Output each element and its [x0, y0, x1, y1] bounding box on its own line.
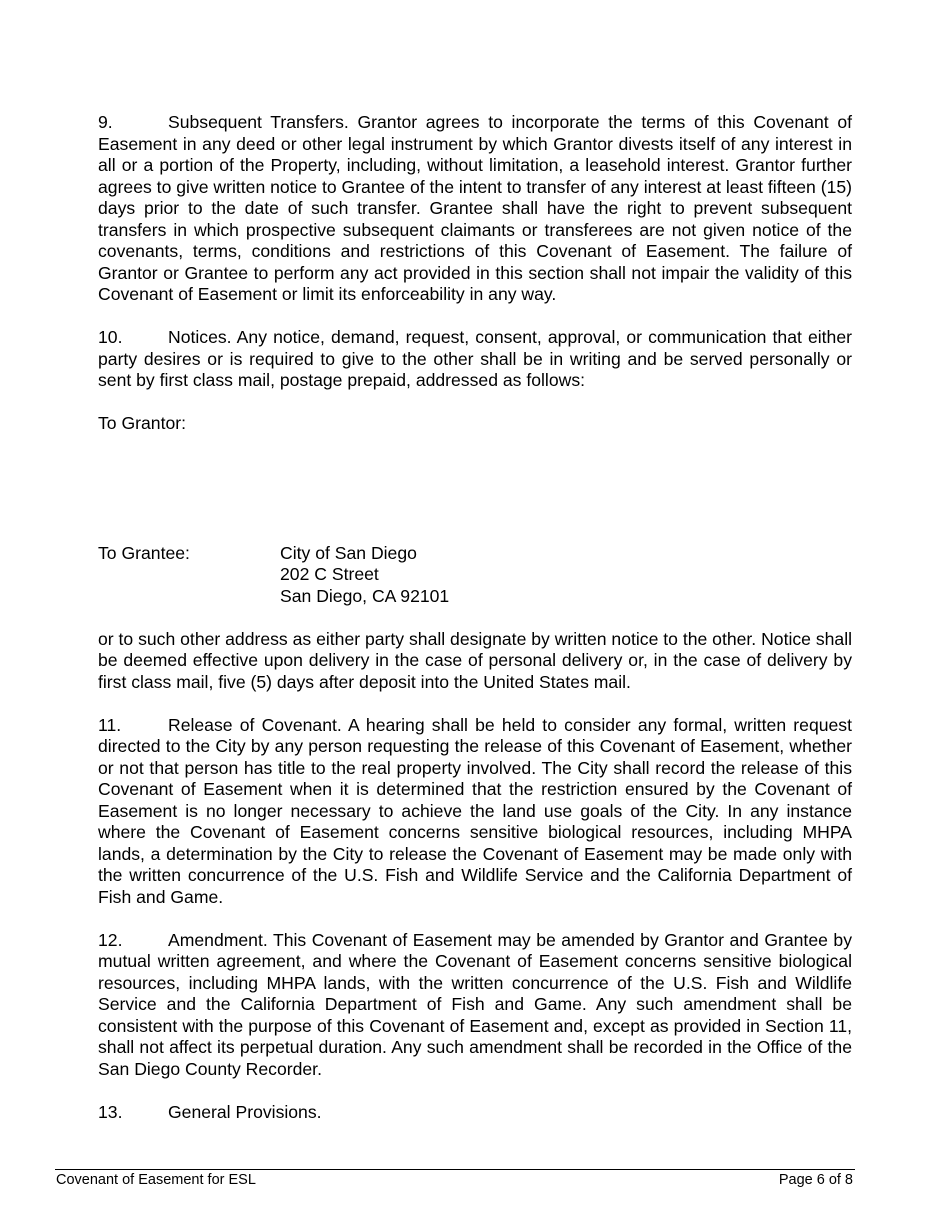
grantee-address-line3: San Diego, CA 92101 [280, 585, 450, 606]
section-number: 10. [98, 327, 123, 347]
notice-continuation: or to such other address as either party shall designate by written notice to the other. Notice shall be deemed effective upon delivery in the case of personal delivery or, in the case of delivery by first class mail, five (5) days after deposit into the United States mail. [98, 628, 853, 692]
section-number: 13. [98, 1101, 123, 1122]
section-12 [98, 930, 852, 1081]
section-number: 11. [98, 714, 122, 735]
section-10 [98, 327, 852, 392]
section-text: General Provisions. [168, 1101, 322, 1122]
footer-divider [55, 1169, 855, 1170]
footer-page-number: Page 6 of 8 [778, 1172, 853, 1188]
section-text: Release of Covenant. A hearing shall be held to consider any formal, written request directed to the City by any person requesting the release of this Covenant of Easement, whether or not that person has title to the real property involved. The City shall record the release of this Covenant of Easement when it is determined that the restriction ensured by the Covenant of Easement is no longer necessary to achieve the land use goals of the City. In any instance where the Covenant of Easement concerns sensitive biological resources, including MHPA lands, a determination by the City to release the Covenant of Easement may be made only with the written concurrence of the U.S. Fish and Wildlife Service and the California Department of Fish and Game. [98, 714, 852, 907]
to-grantor-label: To Grantor: [98, 413, 187, 433]
page-footer [56, 1171, 853, 1189]
grantee-address-line2: 202 C Street [280, 564, 379, 584]
section-text: Notices. Any notice, demand, request, consent, approval, or communication that either party desires or is required to give to the other shall be in writing and be served personally or sent by first class mail, postage prepaid, addressed as follows: [98, 327, 852, 390]
section-13 [98, 1102, 852, 1124]
to-grantee-label: To Grantee: [98, 542, 190, 563]
grantee-address-line1: City of San Diego [280, 542, 417, 563]
document-body [98, 112, 852, 1145]
section-11 [98, 715, 852, 909]
section-number: 12. [98, 929, 123, 950]
section-number: 9. [98, 112, 113, 132]
section-text: Subsequent Transfers. Grantor agrees to incorporate the terms of this Covenant of Easement in any deed or other legal instrument by which Grantor divests itself of any interest in all or a portion of the Property, including, without limitation, a leasehold interest. Grantor further agrees to give written notice to Grantee of the intent to transfer of any interest at least fifteen (15) days prior to the date of such transfer. Grantee shall have the right to prevent subsequent transfers in which prospective subsequent claimants or transferees are not given notice of the covenants, terms, conditions and restrictions of this Covenant of Easement. The failure of Grantor or Grantee to perform any act provided in this section shall not impair the validity of this Covenant of Easement or limit its enforceability in any way. [98, 112, 853, 304]
section-text: Amendment. This Covenant of Easement may be amended by Grantor and Grantee by mutual written agreement, and where the Covenant of Easement concerns sensitive biological resources, including MHPA lands, with the written concurrence of the U.S. Fish and Wildlife Service and the California Department of Fish and Game. Any such amendment shall be consistent with the purpose of this Covenant of Easement and, except as provided in Section 11, shall not affect its perpetual duration. Any such amendment shall be recorded in the Office of the San Diego County Recorder. [98, 929, 852, 1079]
section-9 [98, 112, 852, 306]
grantee-address-block [98, 543, 852, 608]
footer-document-title: Covenant of Easement for ESL [56, 1172, 256, 1188]
grantee-address [280, 543, 449, 608]
